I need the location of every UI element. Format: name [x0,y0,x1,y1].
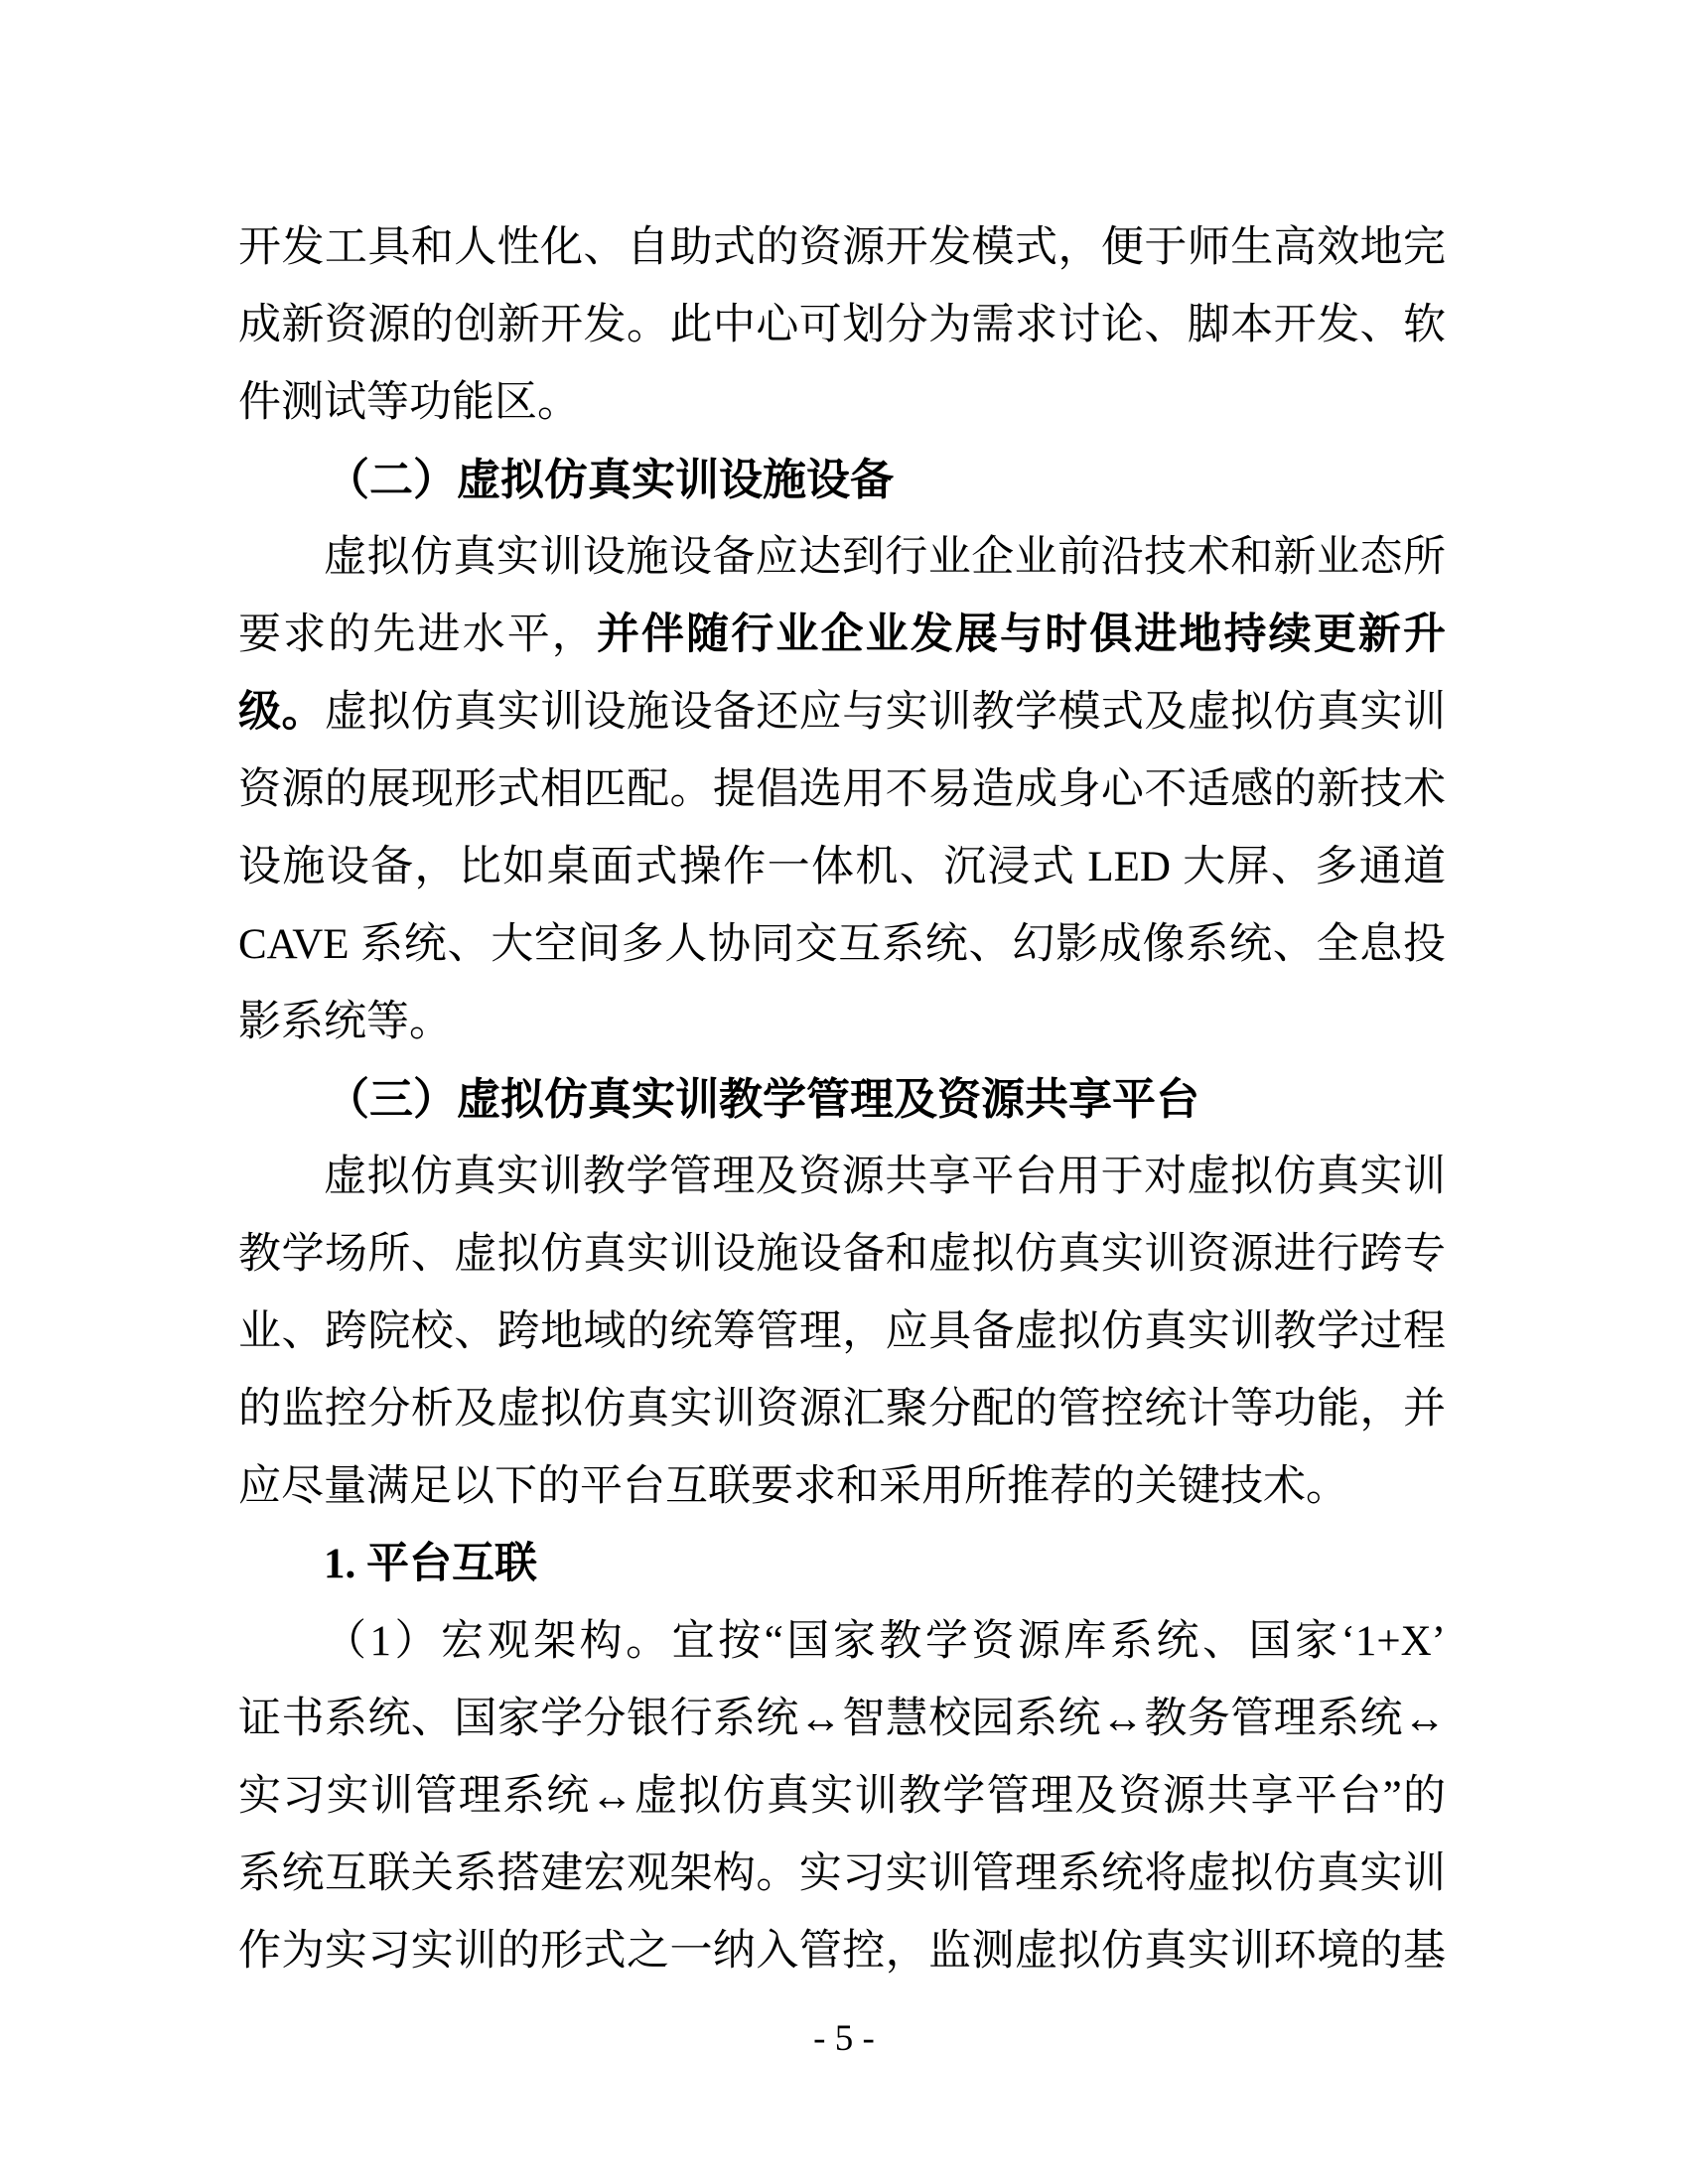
text-segment: 开发工具和人性化、自助式的资源开发模式，便于师生高效地完 [238,224,1446,271]
text-line [238,597,1446,674]
text-segment: CAVE 系统、大空间多人协同交互系统、幻影成像系统、全息投 [238,921,1446,968]
text-segment: 实习实训管理系统↔虚拟仿真实训教学管理及资源共享平台”的 [238,1773,1446,1820]
text-line [238,1681,1446,1758]
text-segment: 虚拟仿真实训教学管理及资源共享平台用于对虚拟仿真实训 [324,1154,1446,1200]
text-line [238,1836,1446,1913]
text-segment: 虚拟仿真实训设施设备应达到行业企业前沿技术和新业态所 [324,534,1446,581]
text-segment: 应尽量满足以下的平台互联要求和采用所推荐的关键技术。 [238,1463,1348,1510]
text-segment: 虚拟仿真实训设施设备还应与实训教学模式及虚拟仿真实训 [324,689,1447,736]
text-segment: 级。 [238,689,325,736]
text-line [238,1371,1446,1448]
text-line [238,829,1446,906]
text-line [238,1526,1446,1603]
text-segment: 教学场所、虚拟仿真实训设施设备和虚拟仿真实训资源进行跨专 [238,1231,1446,1278]
text-line [238,1448,1446,1526]
text-segment: 资源的展现形式相匹配。提倡选用不易造成身心不适感的新技术 [238,766,1446,813]
text-segment: 系统互联关系搭建宏观架构。实习实训管理系统将虚拟仿真实训 [238,1850,1446,1897]
document-body [238,209,1446,1990]
text-line [238,442,1446,519]
text-segment: 并伴随行业企业发展与时俱进地持续更新升 [596,612,1447,658]
text-segment: 作为实习实训的形式之一纳入管控，监测虚拟仿真实训环境的基 [238,1928,1446,1975]
text-line [238,1758,1446,1836]
text-segment: （1）宏观架构。宜按“国家教学资源库系统、国家‘1+X’ [324,1618,1446,1665]
text-line [238,519,1446,597]
text-line [238,1216,1446,1294]
text-segment: 业、跨院校、跨地域的统筹管理，应具备虚拟仿真实训教学过程 [238,1308,1446,1355]
text-line [238,751,1446,829]
text-line [238,1139,1446,1216]
text-segment: 要求的先进水平， [238,612,597,658]
text-segment: 影系统等。 [238,999,452,1045]
page-number: - 5 - [813,2018,875,2059]
text-segment: 1. 平台互联 [324,1541,537,1587]
text-segment: 证书系统、国家学分银行系统↔智慧校园系统↔教务管理系统↔ [238,1696,1446,1742]
text-line [238,1061,1446,1139]
text-segment: 件测试等功能区。 [238,379,580,426]
text-line [238,1603,1446,1681]
text-segment: 成新资源的创新开发。此中心可划分为需求讨论、脚本开发、软 [238,302,1446,348]
text-line [238,287,1446,364]
text-line [238,674,1446,751]
text-segment: 的监控分析及虚拟仿真实训资源汇聚分配的管控统计等功能，并 [238,1386,1446,1433]
text-segment: 设施设备，比如桌面式操作一体机、沉浸式 LED 大屏、多通道 [238,844,1446,890]
text-line [238,209,1446,287]
text-line [238,906,1446,984]
text-line [238,364,1446,442]
text-line [238,1294,1446,1371]
text-segment: （二）虚拟仿真实训设施设备 [326,456,894,504]
text-line [238,984,1446,1061]
text-segment: （三）虚拟仿真实训教学管理及资源共享平台 [326,1075,1199,1124]
text-line [238,1913,1446,1990]
